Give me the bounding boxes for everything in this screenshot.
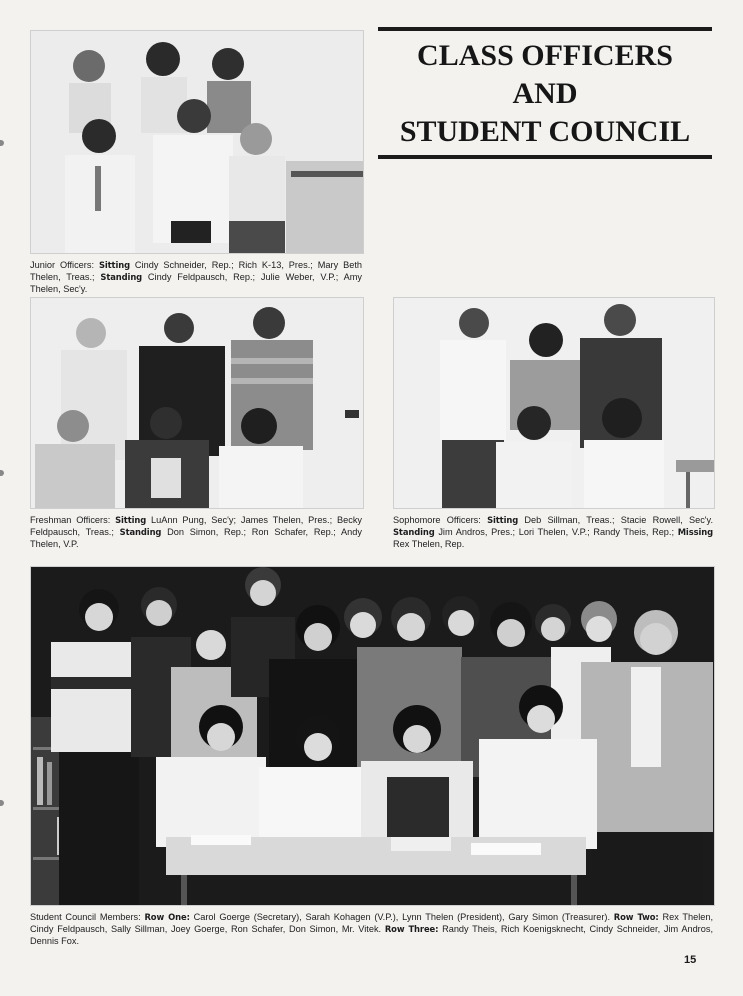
caption-text: Deb Sillman, Treas.; Stacie Rowell, Sec'y. [518,515,713,525]
caption-keyword: Row Three: [384,924,439,934]
freshman-officers-photo [30,297,364,509]
caption-text: Cindy Schneider, Rep.; Rich K-13, Pres.; Mary Beth Thelen, Treas.; [30,260,362,282]
caption-text: Cindy Feldpausch, Rep.; Julie Weber, V.P.; Amy Thelen, Sec'y. [30,272,363,294]
caption-lead: Student Council Members: [30,912,145,922]
caption-text: Randy Theis, Rich Koenigsknecht, Cindy Schneider, Jim Andros, Dennis Fox. [30,924,713,946]
page-number: 15 [684,954,697,966]
student-council-photo [30,566,715,906]
caption-text: Rex Thelen, Cindy Feldpausch, Sally Sillman, Joey Goerge, Ron Schafer, Don Simon, Mr. Vitek. [30,912,714,934]
caption-text: Don Simon, Rep.; Ron Schafer, Rep.; Andy Thelen, V.P. [30,527,362,549]
binder-hole [0,140,4,146]
caption-lead: Freshman Officers: [30,515,116,525]
caption-text: Rex Thelen, Rep. [393,539,465,549]
title-top-rule [378,27,712,31]
binder-hole [0,800,4,806]
caption-keyword: Standing [393,527,435,537]
sophomore-officers-caption [393,514,713,550]
sophomore-officers-photo [393,297,715,509]
caption-keyword: Standing [100,272,143,282]
caption-lead: Sophomore Officers: [393,515,488,525]
caption-text: LuAnn Pung, Sec'y; James Thelen, Pres.; Becky Feldpausch, Treas.; [30,515,363,537]
title-line-3: STUDENT COUNCIL [399,115,691,148]
title-line-1: CLASS OFFICERS [417,39,673,72]
caption-keyword: Row One: [144,912,190,922]
freshman-officers-caption [30,514,362,550]
junior-officers-photo [30,30,364,254]
title-bottom-rule [378,155,712,159]
caption-lead: Junior Officers: [30,260,99,270]
caption-keyword: Standing [119,527,162,537]
caption-text: Carol Goerge (Secretary), Sarah Kohagen (V.P.), Lynn Thelen (President), Gary Simon (Treasurer). [189,912,614,922]
student-council-caption [30,911,713,947]
caption-keyword: Row Two: [613,912,659,922]
title-line-2: AND [512,77,578,110]
page-title [378,37,712,151]
caption-keyword: Sitting [115,515,147,525]
junior-officers-caption [30,259,362,295]
page-title-block [378,27,712,159]
caption-keyword: Sitting [487,515,519,525]
binder-hole [0,470,4,476]
caption-text: Jim Andros, Pres.; Lori Thelen, V.P.; Randy Theis, Rep.; [434,527,678,537]
caption-keyword: Sitting [98,260,130,270]
caption-keyword: Missing [677,527,713,537]
